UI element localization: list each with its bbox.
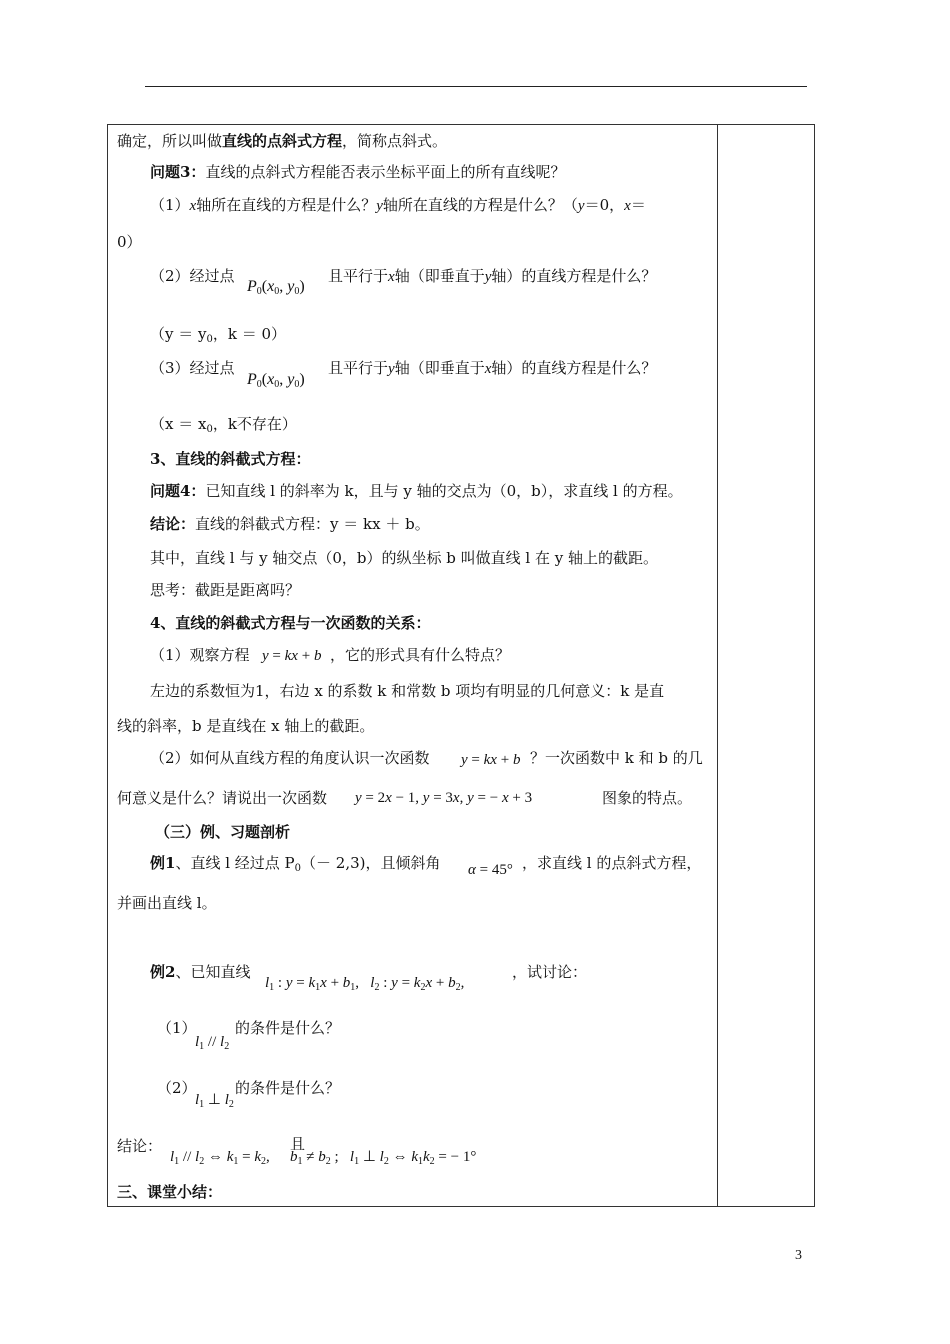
text-line: 并画出直线 l。 — [117, 894, 217, 912]
question-3 — [150, 162, 565, 182]
formula: y = kx + b — [461, 752, 521, 768]
text-line — [150, 748, 430, 768]
math: y — [484, 269, 492, 285]
formula: y = kx + b — [262, 648, 322, 664]
text: 、已知直线 — [175, 963, 251, 981]
math: x — [624, 198, 631, 214]
math: x — [484, 361, 492, 377]
text-line: 思考：截距是距离吗？ — [150, 581, 301, 599]
text: 、直线 l 经过点 P — [175, 854, 295, 872]
text-line: 图象的特点。 — [602, 789, 693, 807]
formula-p0: $P_0(x_0$, $y_0$) — [247, 278, 305, 297]
text-line: 线的斜率，b 是直线在 x 轴上的截距。 — [117, 717, 375, 735]
text: ＝0， — [584, 196, 625, 214]
text: （2）如何从直线方程的角度认识一次函数 — [150, 749, 430, 767]
section-heading: 三、课堂小结： — [117, 1183, 223, 1201]
question-4 — [150, 481, 683, 501]
text: 轴）的直线方程是什么？ — [491, 267, 657, 285]
formula-p0: $P_0(x_0$, $y_0$) — [247, 371, 305, 390]
math: y — [388, 361, 395, 377]
answer-3-part-2 — [150, 324, 286, 350]
text: 且 — [290, 1135, 306, 1153]
example-label: 例2 — [150, 963, 176, 981]
question-3-part-3 — [150, 358, 235, 378]
subscript: 0 — [294, 863, 302, 874]
conclusion-label: 结论： — [150, 515, 196, 533]
text: （x ＝ x — [150, 415, 207, 433]
text: 轴）的直线方程是什么？ — [491, 359, 657, 377]
text: （1）观察方程 — [150, 646, 250, 664]
text-line: 的条件是什么？ — [235, 1019, 341, 1037]
text-line: ？一次函数中 k 和 b 的几 — [530, 749, 703, 767]
text: 何意义是什么？请说出一次函数 — [117, 789, 328, 807]
text-line: 其中，直线 l 与 y 轴交点（0，b）的纵坐标 b 叫做直线 l 在 y 轴上的截距。 — [150, 549, 658, 567]
text-line: 的条件是什么？ — [235, 1079, 341, 1097]
text-line: 左边的系数恒为1，右边 x 的系数 k 和常数 b 项均有明显的几何意义：k 是直 — [150, 682, 665, 700]
text-line — [117, 788, 327, 808]
section-heading: （三）例、习题剖析 — [155, 823, 291, 841]
text: 轴（即垂直于 — [394, 267, 485, 285]
math: x — [189, 198, 197, 214]
formula: $l_1$ : $y = k_1x + b_1$, $l_2$ : $y = k_2x + b_2$, — [265, 975, 465, 993]
question-3-part-1 — [150, 195, 646, 216]
table-column-divider — [717, 124, 718, 1207]
text: （3）经过点 — [150, 359, 235, 377]
text: （2）经过点 — [150, 267, 235, 285]
text: ＝ — [630, 196, 646, 214]
text-line — [328, 358, 656, 379]
text-line — [328, 266, 656, 287]
formula: $l_1 // l_2$ ⇔ $k_1 = k_2$, — [170, 1149, 270, 1167]
text: 且平行于 — [328, 267, 389, 285]
text: 轴（即垂直于 — [394, 359, 485, 377]
text-line — [117, 131, 447, 151]
example-2 — [150, 962, 250, 982]
text: （1） — [150, 196, 190, 214]
formula: y = 2x − 1, y = 3x, y = − x + 3 — [355, 790, 533, 806]
text-line: ，求直线 l 的点斜式方程， — [522, 854, 702, 872]
text: 轴所在直线的方程是什么？（ — [382, 196, 578, 214]
formula: $l_1 // l_2$ — [195, 1034, 230, 1052]
section-heading: 3、直线的斜截式方程： — [150, 450, 311, 468]
example-label: 例1 — [150, 854, 176, 872]
bold-term: 直线的点斜式方程 — [222, 132, 343, 150]
text: 轴所在直线的方程是什么？ — [196, 196, 377, 214]
text: （－ 2,3)，且倾斜角 — [301, 854, 441, 872]
answer-3-part-3 — [150, 414, 297, 440]
text: 且平行于 — [328, 359, 389, 377]
text: 直线的斜截式方程：y ＝ kx ＋ b。 — [195, 515, 430, 533]
section-heading: 4、直线的斜截式方程与一次函数的关系： — [150, 614, 431, 632]
conclusion — [150, 514, 430, 534]
text: （y ＝ y — [150, 325, 207, 343]
subscript: 0 — [206, 424, 213, 435]
question-3-part-2 — [150, 266, 235, 286]
text-line — [150, 645, 250, 665]
text: 0） — [117, 233, 142, 251]
text: ，简称点斜式。 — [342, 132, 448, 150]
formula: $b_1 \ne b_2$ ; $l_1$ ⊥ $l_2$ ⇔ $k_1k_2$ = − 1° — [290, 1149, 477, 1167]
subscript: 0 — [206, 334, 213, 345]
text: 确定，所以叫做 — [117, 132, 223, 150]
conclusion-label: 结论： — [117, 1137, 163, 1155]
question-text: 已知直线 l 的斜率为 k，且与 y 轴的交点为（0，b），求直线 l 的方程。 — [205, 482, 683, 500]
text: ，k不存在） — [212, 415, 297, 433]
header-rule — [145, 86, 807, 87]
math: x — [388, 269, 395, 285]
example-1 — [150, 853, 441, 879]
text-line: ，试讨论： — [512, 963, 588, 981]
text-line: （1） — [157, 1019, 197, 1037]
question-label: 问题3： — [150, 163, 206, 181]
text-line — [117, 232, 142, 252]
text: ，k ＝ 0） — [212, 325, 287, 343]
question-text: 直线的点斜式方程能否表示坐标平面上的所有直线呢？ — [205, 163, 566, 181]
formula: $l_1$ ⊥ $l_2$ — [195, 1092, 234, 1110]
question-label: 问题4： — [150, 482, 206, 500]
page-number: 3 — [795, 1248, 802, 1263]
math: y — [577, 198, 585, 214]
math: y — [376, 198, 383, 214]
text-line: （2） — [157, 1079, 197, 1097]
text-line: ，它的形式具有什么特点？ — [330, 646, 511, 664]
formula: α = 45° — [468, 862, 513, 878]
